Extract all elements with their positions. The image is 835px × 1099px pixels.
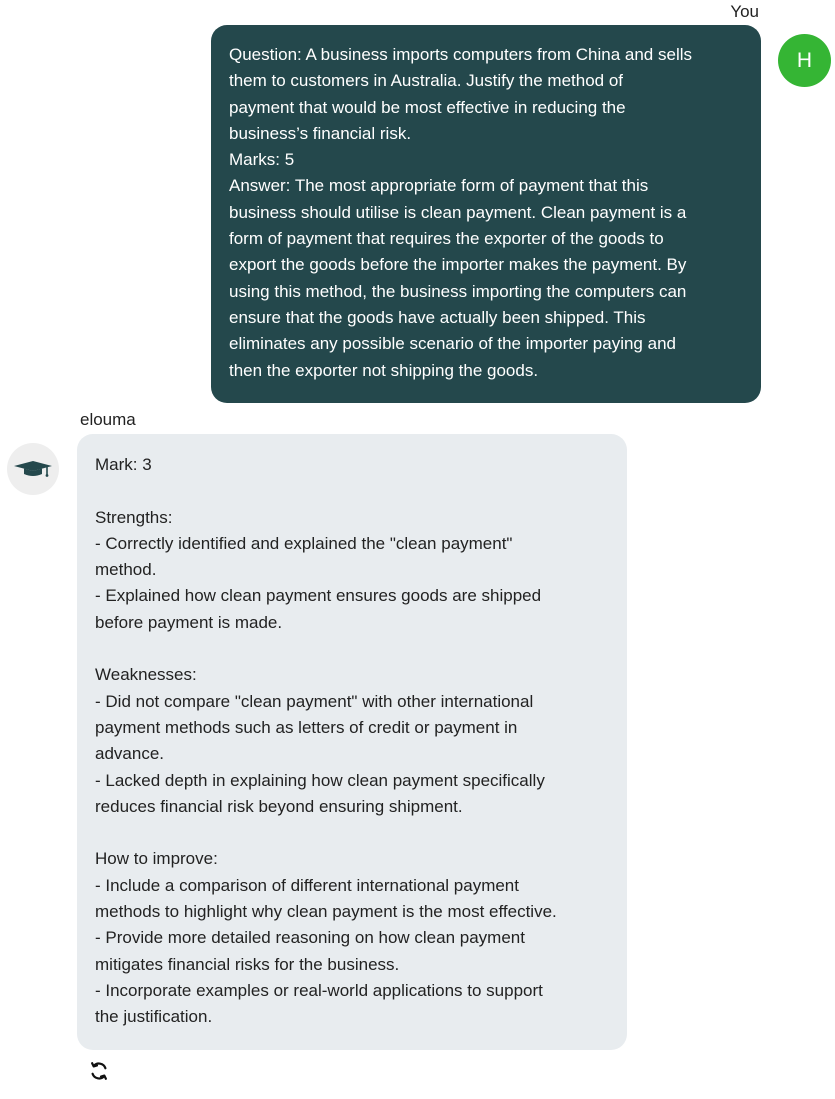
- bot-message-line: How to improve:: [95, 849, 218, 869]
- bot-message-line: [95, 478, 617, 504]
- user-message-line: payment that would be most effective in reducing the: [229, 97, 626, 117]
- user-message-line: them to customers in Australia. Justify the method of: [229, 71, 624, 91]
- user-message-line: business’s financial risk.: [229, 123, 412, 143]
- bot-message-line: - Explained how clean payment ensures goods are shipped: [95, 586, 542, 606]
- user-message-bubble: [211, 25, 761, 403]
- user-message-line: then the exporter not shipping the goods.: [229, 360, 539, 380]
- bot-message-line: methods to highlight why clean payment is the most effective.: [95, 902, 557, 922]
- bot-message-line: - Provide more detailed reasoning on how clean payment: [95, 928, 525, 948]
- bot-message-line: - Did not compare "clean payment" with other international: [95, 691, 534, 711]
- bot-message-bubble: [77, 434, 627, 1050]
- user-message-line: ensure that the goods have actually been shipped. This: [229, 307, 646, 327]
- bot-message-line: mitigates financial risks for the business.: [95, 954, 400, 974]
- bot-message-line: reduces financial risk beyond ensuring shipment.: [95, 796, 463, 816]
- bot-message-line: Weaknesses:: [95, 665, 197, 685]
- bot-message-line: method.: [95, 560, 157, 580]
- user-avatar-initial: H: [796, 48, 813, 72]
- refresh-icon: [88, 1060, 110, 1082]
- user-message-line: Answer: The most appropriate form of payment that this: [229, 176, 649, 196]
- bot-message-line: the justification.: [95, 1007, 213, 1027]
- graduation-cap-icon: [13, 457, 53, 481]
- user-message-line: eliminates any possible scenario of the importer paying and: [229, 334, 676, 354]
- user-message-line: export the goods before the importer makes the payment. By: [229, 255, 687, 275]
- bot-avatar: [7, 443, 59, 495]
- bot-message-line: advance.: [95, 744, 164, 764]
- bot-message-line: before payment is made.: [95, 612, 283, 632]
- user-message-line: form of payment that requires the exporter of the goods to: [229, 229, 664, 249]
- user-message-line: using this method, the business importing the computers can: [229, 281, 687, 301]
- bot-message-line: - Lacked depth in explaining how clean payment specifically: [95, 770, 545, 790]
- user-avatar: [778, 34, 831, 87]
- bot-message-line: - Correctly identified and explained the "clean payment": [95, 533, 513, 553]
- regenerate-button[interactable]: [86, 1058, 112, 1084]
- bot-message-line: Strengths:: [95, 507, 173, 527]
- bot-message-line: payment methods such as letters of credit or payment in: [95, 717, 518, 737]
- bot-message-line: Mark: 3: [95, 455, 152, 474]
- user-message-line: Marks: 5: [229, 150, 295, 170]
- bot-message-line: - Include a comparison of different international payment: [95, 875, 519, 895]
- user-name: You: [730, 2, 759, 21]
- bot-message-line: [95, 636, 617, 662]
- user-message-line: business should utilise is clean payment. Clean payment is a: [229, 202, 687, 222]
- bot-message-line: - Incorporate examples or real-world applications to support: [95, 980, 543, 1000]
- bot-message-line: [95, 820, 617, 846]
- user-message-line: Question: A business imports computers from China and sells: [229, 45, 692, 64]
- bot-name: elouma: [80, 410, 136, 429]
